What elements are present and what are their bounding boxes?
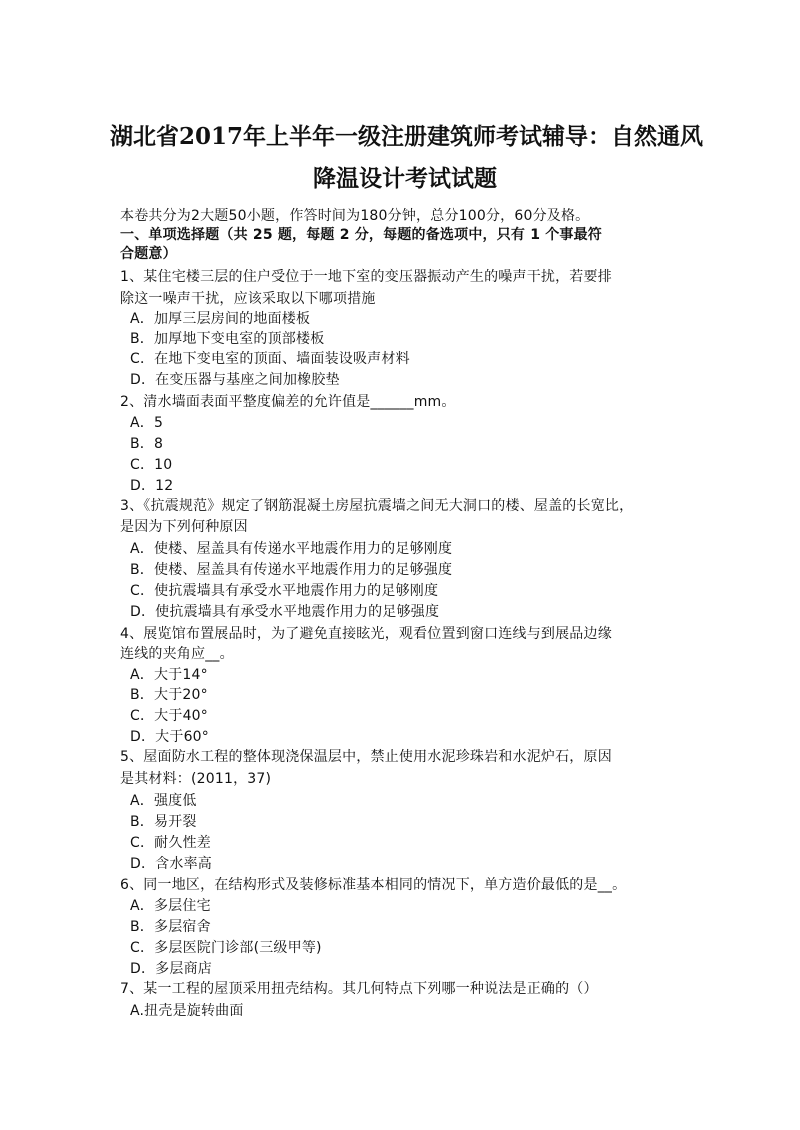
- question-5-option-a: A．强度低: [130, 793, 197, 809]
- question-5-stem-line-2: 是其材料：(2011，37): [120, 771, 272, 787]
- question-4-stem-line-2: 连线的夹角应__。: [120, 646, 234, 662]
- question-3-option-d: D．使抗震墙具有承受水平地震作用力的足够强度: [130, 604, 440, 620]
- question-4-option-a: A．大于14°: [130, 667, 208, 683]
- question-2-stem: 2、清水墙面表面平整度偏差的允许值是______mm。: [120, 394, 456, 410]
- question-7-stem: 7、某一工程的屋顶采用扭壳结构。其几何特点下列哪一种说法是正确的（）: [120, 981, 598, 997]
- question-3-option-c: C．使抗震墙具有承受水平地震作用力的足够刚度: [130, 583, 439, 599]
- question-7-option-a: A.扭壳是旋转曲面: [130, 1003, 244, 1019]
- section-heading-line-2: 合题意）: [120, 246, 177, 262]
- question-4-stem-line-1: 4、展览馆布置展品时，为了避免直接眩光，观看位置到窗口连线与到展品边缘: [120, 626, 612, 642]
- question-2-option-c: C．10: [130, 457, 173, 473]
- question-1-stem-line-1: 1、某住宅楼三层的住户受位于一地下室的变压器振动产生的噪声干扰，若要排: [120, 269, 612, 285]
- question-3-stem-line-1: 3、《抗震规范》规定了钢筋混凝土房屋抗震墙之间无大洞口的楼、屋盖的长宽比，: [120, 498, 634, 514]
- question-3-option-a: A．使楼、屋盖具有传递水平地震作用力的足够刚度: [130, 541, 453, 557]
- question-1-option-c: C．在地下变电室的顶面、墙面装设吸声材料: [130, 351, 410, 367]
- question-4-option-c: C．大于40°: [130, 708, 208, 724]
- document-title-line-2: 降温设计考试试题: [313, 165, 497, 192]
- question-4-option-b: B．大于20°: [130, 687, 208, 703]
- section-heading-line-1: 一、单项选择题（共 25 题，每题 2 分，每题的备选项中，只有 1 个事最符: [120, 227, 603, 243]
- question-2-option-d: D．12: [130, 478, 174, 494]
- question-6-option-c: C．多层医院门诊部(三级甲等): [130, 940, 322, 956]
- question-1-option-d: D．在变压器与基座之间加橡胶垫: [130, 372, 340, 388]
- question-5-option-b: B．易开裂: [130, 814, 197, 830]
- question-3-option-b: B．使楼、屋盖具有传递水平地震作用力的足够强度: [130, 562, 453, 578]
- question-1-option-b: B．加厚地下变电室的顶部楼板: [130, 331, 325, 347]
- question-6-option-d: D．多层商店: [130, 961, 212, 977]
- question-6-option-b: B．多层宿舍: [130, 919, 211, 935]
- question-1-option-a: A．加厚三层房间的地面楼板: [130, 311, 311, 327]
- question-4-option-d: D．大于60°: [130, 729, 209, 745]
- question-6-stem: 6、同一地区，在结构形式及装修标准基本相同的情况下，单方造价最低的是__。: [120, 877, 627, 893]
- question-3-stem-line-2: 是因为下列何种原因: [120, 519, 248, 535]
- document-title-line-1: 湖北省2017年上半年一级注册建筑师考试辅导：自然通风: [110, 123, 704, 150]
- question-5-option-d: D．含水率高: [130, 856, 212, 872]
- question-5-option-c: C．耐久性差: [130, 835, 211, 851]
- question-5-stem-line-1: 5、屋面防水工程的整体现浇保温层中，禁止使用水泥珍珠岩和水泥炉石，原因: [120, 749, 612, 765]
- question-2-option-a: A．5: [130, 415, 164, 431]
- exam-intro: 本卷共分为2大题50小题，作答时间为180分钟，总分100分，60分及格。: [120, 208, 590, 224]
- question-6-option-a: A．多层住宅: [130, 898, 211, 914]
- question-1-stem-line-2: 除这一噪声干扰，应该采取以下哪项措施: [120, 291, 376, 307]
- question-2-option-b: B．8: [130, 436, 164, 452]
